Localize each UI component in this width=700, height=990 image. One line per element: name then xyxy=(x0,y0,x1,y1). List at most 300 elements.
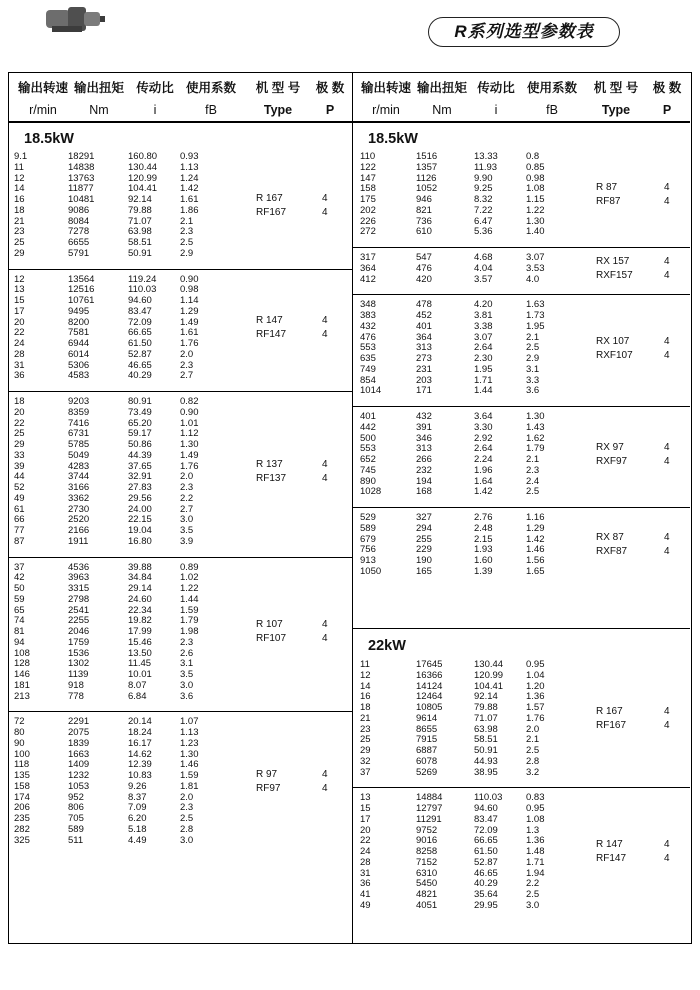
sf-cell: 3.5 xyxy=(180,525,194,536)
ratio-cell: 9.25 xyxy=(474,183,493,195)
table-row xyxy=(0,487,700,498)
torque-cell: 9086 xyxy=(68,204,90,216)
torque-cell: 1302 xyxy=(68,658,90,670)
torque-cell: 1052 xyxy=(416,183,438,195)
torque-cell: 273 xyxy=(416,353,432,364)
speed-cell: 50 xyxy=(14,583,25,594)
torque-cell: 266 xyxy=(416,454,432,465)
model-poles: 4 xyxy=(664,182,670,193)
torque-cell: 9203 xyxy=(68,396,90,407)
sf-header: 使用系数 xyxy=(185,81,236,95)
torque-cell: 2520 xyxy=(68,514,90,526)
torque-cell: 6655 xyxy=(68,237,90,248)
speed-header: 输出转速 xyxy=(360,81,411,95)
speed-cell: 12 xyxy=(360,669,371,681)
ratio-cell: 16.17 xyxy=(128,737,152,749)
sf-cell: 1.76 xyxy=(180,460,199,472)
speed-cell: 500 xyxy=(360,432,376,444)
torque-header: 输出扭矩 xyxy=(73,81,124,95)
torque-cell: 4821 xyxy=(416,889,438,900)
speed-cell: 756 xyxy=(360,544,376,556)
ratio-cell: 1.93 xyxy=(474,544,493,556)
ratio-cell: 24.60 xyxy=(128,593,152,605)
sf-cell: 1.46 xyxy=(526,544,545,556)
torque-cell: 165 xyxy=(416,565,432,577)
ratio-cell: 110.03 xyxy=(128,284,157,296)
model-poles: 4 xyxy=(322,619,328,631)
sf-cell: 1.30 xyxy=(180,439,199,450)
sf-cell: 1.95 xyxy=(526,320,545,332)
torque-cell: 1126 xyxy=(416,172,437,184)
torque-cell: 452 xyxy=(416,310,432,321)
torque-cell: 9614 xyxy=(416,712,438,724)
speed-cell: 442 xyxy=(360,421,376,433)
speed-cell: 31 xyxy=(360,867,371,879)
ratio-cell: 160.80 xyxy=(128,151,158,162)
sf-cell: 1.57 xyxy=(526,702,545,713)
sf-cell: 1.61 xyxy=(180,327,199,339)
speed-cell: 90 xyxy=(14,737,25,749)
model-line xyxy=(0,455,700,469)
table-row xyxy=(0,746,700,757)
speed-cell: 110 xyxy=(360,151,376,162)
sf-cell: 1.44 xyxy=(180,593,199,605)
ratio-unit: i xyxy=(494,103,498,117)
speed-cell: 635 xyxy=(360,353,376,364)
torque-cell: 1357 xyxy=(416,161,438,173)
torque-cell: 4283 xyxy=(68,460,90,472)
sf-cell: 0.83 xyxy=(526,792,545,804)
torque-cell: 16366 xyxy=(416,669,443,681)
table-row xyxy=(0,163,700,174)
torque-cell: 705 xyxy=(68,813,84,824)
ratio-cell: 46.65 xyxy=(128,359,152,371)
ratio-cell: 3.38 xyxy=(474,320,493,332)
sf-cell: 1.07 xyxy=(180,716,199,728)
speed-cell: 80 xyxy=(14,727,25,738)
ratio-cell: 6.47 xyxy=(474,215,493,227)
sf-cell: 1.15 xyxy=(526,194,545,205)
speed-unit: r/min xyxy=(29,103,57,117)
model-line xyxy=(0,195,700,209)
ratio-cell: 37.65 xyxy=(128,460,152,472)
speed-cell: 12 xyxy=(14,172,25,184)
poles-header: 极 数 xyxy=(315,81,345,95)
torque-cell: 8655 xyxy=(416,723,438,735)
sf-cell: 2.1 xyxy=(180,215,194,227)
torque-cell: 3315 xyxy=(68,583,90,594)
torque-cell: 1232 xyxy=(68,770,90,781)
speed-cell: 65 xyxy=(14,604,25,616)
sf-cell: 2.7 xyxy=(180,503,194,515)
speed-cell: 553 xyxy=(360,443,376,455)
ratio-cell: 2.64 xyxy=(474,342,493,354)
ratio-cell: 50.91 xyxy=(474,745,498,756)
sf-cell: 1.76 xyxy=(526,712,545,724)
sf-cell: 2.5 xyxy=(180,237,194,248)
header-rule-left xyxy=(8,121,352,123)
sf-cell: 3.6 xyxy=(526,385,540,397)
torque-cell: 231 xyxy=(416,363,432,375)
model-cell xyxy=(0,531,700,559)
sf-cell: 0.8 xyxy=(526,151,540,162)
sf-cell: 1.62 xyxy=(526,432,545,444)
sf-cell: 2.0 xyxy=(526,723,540,735)
torque-cell: 478 xyxy=(416,299,432,311)
table-row xyxy=(0,735,700,746)
ratio-cell: 63.98 xyxy=(474,723,498,735)
right-power-title-2: 22kW xyxy=(368,638,406,654)
sf-cell: 1.22 xyxy=(526,204,545,216)
ratio-cell: 7.09 xyxy=(128,802,147,814)
torque-cell: 13564 xyxy=(68,273,95,285)
ratio-cell: 11.93 xyxy=(474,161,498,173)
model-cell xyxy=(0,181,700,209)
ratio-cell: 2.15 xyxy=(474,533,493,545)
sf-cell: 2.0 xyxy=(180,791,194,803)
left-power-title: 18.5kW xyxy=(24,131,74,147)
torque-cell: 2291 xyxy=(68,716,90,728)
ratio-cell: 3.64 xyxy=(474,411,493,422)
ratio-cell: 80.91 xyxy=(128,396,152,407)
speed-cell: 22 xyxy=(360,835,371,847)
model-type: R 167 xyxy=(256,192,283,204)
speed-cell: 235 xyxy=(14,813,30,824)
table-row xyxy=(0,757,700,768)
torque-cell: 6731 xyxy=(68,428,90,440)
ratio-cell: 83.47 xyxy=(474,813,498,825)
table-row xyxy=(0,152,700,163)
torque-cell: 1409 xyxy=(68,759,90,771)
torque-cell: 313 xyxy=(416,342,432,354)
torque-cell: 1139 xyxy=(68,669,89,680)
torque-cell: 1911 xyxy=(68,535,89,547)
ratio-cell: 4.68 xyxy=(474,252,493,263)
torque-cell: 1839 xyxy=(68,737,90,749)
ratio-cell: 39.88 xyxy=(128,561,152,573)
ratio-cell: 38.95 xyxy=(474,766,498,778)
ratio-cell: 52.87 xyxy=(474,856,498,868)
type-unit: Type xyxy=(263,103,293,117)
ratio-cell: 29.95 xyxy=(474,899,498,911)
table-row xyxy=(0,300,700,311)
model-poles: 4 xyxy=(664,349,670,361)
speed-cell: 652 xyxy=(360,454,376,465)
sf-cell: 2.5 xyxy=(180,813,194,824)
table-row xyxy=(0,311,700,322)
table-row xyxy=(0,869,700,880)
right-power-title-1: 18.5kW xyxy=(368,131,418,147)
ratio-cell: 61.50 xyxy=(474,846,498,857)
ratio-cell: 11.45 xyxy=(128,658,152,670)
sf-cell: 1.22 xyxy=(180,583,199,594)
ratio-cell: 1.60 xyxy=(474,555,493,566)
ratio-cell: 66.65 xyxy=(474,835,498,847)
ratio-cell: 66.65 xyxy=(128,327,152,339)
speed-cell: 854 xyxy=(360,374,376,386)
sf-cell: 3.0 xyxy=(180,834,194,846)
torque-cell: 364 xyxy=(416,331,432,343)
sf-cell: 1.56 xyxy=(526,555,545,566)
ratio-cell: 1.39 xyxy=(474,565,493,577)
ratio-cell: 14.62 xyxy=(128,748,152,760)
ratio-cell: 71.07 xyxy=(128,215,152,227)
speed-cell: 59 xyxy=(14,593,25,605)
sf-cell: 2.5 xyxy=(526,745,540,756)
model-type: R 167 xyxy=(596,706,623,718)
torque-cell: 918 xyxy=(68,679,84,691)
sf-cell: 3.2 xyxy=(526,766,540,778)
sf-cell: 1.40 xyxy=(526,226,545,238)
sf-cell: 1.29 xyxy=(526,522,545,534)
speed-cell: 18 xyxy=(14,396,25,407)
ratio-cell: 61.50 xyxy=(128,338,152,349)
speed-cell: 81 xyxy=(14,626,25,637)
torque-cell: 9752 xyxy=(416,824,438,836)
sf-cell: 2.8 xyxy=(526,755,540,767)
sf-cell: 1.16 xyxy=(526,512,545,523)
model-cell xyxy=(0,615,700,646)
speed-cell: 9.1 xyxy=(14,151,28,162)
model-cell xyxy=(0,441,700,469)
ratio-cell: 19.82 xyxy=(128,615,152,627)
speed-cell: 41 xyxy=(360,889,371,900)
ratio-cell: 13.33 xyxy=(474,151,498,162)
ratio-cell: 44.93 xyxy=(474,755,498,767)
torque-cell: 778 xyxy=(68,690,84,702)
speed-cell: 202 xyxy=(360,204,376,216)
model-type: RXF97 xyxy=(596,456,628,467)
model-type: R 137 xyxy=(256,459,283,471)
sf-cell: 1.23 xyxy=(180,737,199,749)
torque-cell: 8359 xyxy=(68,406,90,418)
sf-cell: 0.95 xyxy=(526,803,545,814)
speed-cell: 589 xyxy=(360,522,376,534)
sf-cell: 1.20 xyxy=(526,680,545,692)
torque-cell: 5450 xyxy=(416,878,438,890)
torque-cell: 12797 xyxy=(416,803,443,814)
table-row xyxy=(0,606,700,617)
speed-cell: 432 xyxy=(360,320,376,332)
torque-cell: 6078 xyxy=(416,755,438,767)
model-cell xyxy=(0,834,700,866)
sf-cell: 0.95 xyxy=(526,659,545,670)
ratio-cell: 46.65 xyxy=(474,867,498,879)
sf-cell: 2.5 xyxy=(526,342,540,354)
model-type: R 87 xyxy=(596,182,618,193)
ratio-cell: 50.86 xyxy=(128,439,152,450)
torque-cell: 194 xyxy=(416,475,432,487)
speed-cell: 24 xyxy=(360,846,371,857)
ratio-cell: 10.83 xyxy=(128,770,152,781)
sf-cell: 2.4 xyxy=(526,475,540,487)
torque-cell: 946 xyxy=(416,194,432,205)
speed-unit: r/min xyxy=(372,103,400,117)
sf-cell: 1.30 xyxy=(526,215,545,227)
speed-cell: 412 xyxy=(360,273,376,285)
sf-cell: 1.48 xyxy=(526,846,545,857)
speed-cell: 401 xyxy=(360,411,376,422)
table-row xyxy=(0,768,700,779)
ratio-cell: 83.47 xyxy=(128,305,152,317)
torque-cell: 7915 xyxy=(416,734,438,746)
sf-cell: 3.07 xyxy=(526,252,545,263)
type-header: 机 型 号 xyxy=(255,81,301,95)
torque-cell: 5269 xyxy=(416,766,438,778)
model-type: R 147 xyxy=(596,839,623,851)
right-header xyxy=(353,78,690,120)
sf-cell: 0.85 xyxy=(526,161,545,173)
table-row xyxy=(0,477,700,488)
ratio-unit: i xyxy=(153,103,157,117)
torque-cell: 4536 xyxy=(68,561,90,573)
group-divider xyxy=(353,507,690,508)
ratio-cell: 16.80 xyxy=(128,535,152,547)
section-divider xyxy=(353,628,690,629)
ratio-cell: 94.60 xyxy=(128,295,152,306)
speed-cell: 17 xyxy=(360,813,371,825)
model-line xyxy=(0,834,700,852)
torque-cell: 346 xyxy=(416,432,432,444)
ratio-cell: 119.24 xyxy=(128,273,157,285)
sf-cell: 3.9 xyxy=(180,535,194,547)
sf-cell: 1.12 xyxy=(180,428,199,440)
sf-cell: 2.3 xyxy=(180,226,194,238)
speed-cell: 21 xyxy=(14,215,25,227)
ratio-cell: 3.30 xyxy=(474,421,493,433)
speed-cell: 146 xyxy=(14,669,30,680)
speed-cell: 158 xyxy=(14,780,30,792)
table-row xyxy=(0,679,700,693)
speed-cell: 29 xyxy=(14,439,25,450)
torque-cell: 8200 xyxy=(68,316,90,328)
ratio-cell: 13.50 xyxy=(128,647,152,659)
speed-cell: 272 xyxy=(360,226,376,238)
speed-cell: 108 xyxy=(14,647,30,659)
model-poles: 4 xyxy=(664,853,670,865)
torque-cell: 1759 xyxy=(68,636,90,648)
speed-cell: 317 xyxy=(360,252,376,263)
table-row xyxy=(0,692,700,703)
torque-cell: 7416 xyxy=(68,417,90,429)
speed-cell: 74 xyxy=(14,615,25,627)
speed-cell: 476 xyxy=(360,331,376,343)
speed-cell: 77 xyxy=(14,525,25,536)
torque-cell: 11877 xyxy=(68,183,94,195)
table-row xyxy=(0,823,700,837)
sf-cell: 1.59 xyxy=(180,770,199,781)
ratio-cell: 3.57 xyxy=(474,273,493,285)
torque-cell: 736 xyxy=(416,215,432,227)
ratio-cell: 6.20 xyxy=(128,813,147,824)
sf-cell: 0.89 xyxy=(180,561,199,573)
sf-cell: 2.3 xyxy=(180,636,194,648)
model-type: RX 87 xyxy=(596,532,624,544)
sf-cell: 0.93 xyxy=(180,151,199,162)
speed-cell: 20 xyxy=(14,406,25,418)
torque-cell: 3963 xyxy=(68,572,90,584)
sf-cell: 0.98 xyxy=(526,172,545,184)
sf-cell: 1.79 xyxy=(526,443,545,455)
ratio-cell: 1.96 xyxy=(474,464,493,476)
speed-cell: 17 xyxy=(14,305,25,317)
torque-cell: 17645 xyxy=(416,659,443,670)
sf-cell: 1.65 xyxy=(526,565,545,577)
ratio-cell: 58.51 xyxy=(128,237,152,248)
ratio-cell: 130.44 xyxy=(474,659,504,670)
ratio-cell: 40.29 xyxy=(474,878,498,890)
sf-cell: 3.0 xyxy=(526,899,540,911)
sf-cell: 3.0 xyxy=(180,514,194,526)
sf-cell: 1.3 xyxy=(526,824,540,836)
torque-cell: 5791 xyxy=(68,247,90,259)
ratio-cell: 59.17 xyxy=(128,428,152,440)
model-poles: 4 xyxy=(322,192,328,204)
ratio-header: 传动比 xyxy=(136,81,174,95)
ratio-cell: 92.14 xyxy=(474,691,498,703)
sf-unit: fB xyxy=(546,103,558,117)
torque-unit: Nm xyxy=(89,103,109,117)
torque-cell: 610 xyxy=(416,226,432,238)
ratio-cell: 5.36 xyxy=(474,226,493,238)
torque-cell: 294 xyxy=(416,522,432,534)
table-row xyxy=(0,815,700,826)
sf-cell: 3.53 xyxy=(526,262,545,274)
ratio-cell: 5.18 xyxy=(128,823,147,835)
ratio-cell: 2.92 xyxy=(474,432,493,444)
ratio-cell: 94.60 xyxy=(474,803,498,814)
speed-cell: 679 xyxy=(360,533,376,545)
sf-cell: 2.5 xyxy=(526,486,540,498)
speed-cell: 31 xyxy=(14,359,25,371)
sf-cell: 3.6 xyxy=(180,690,194,702)
type-unit: Type xyxy=(601,103,631,117)
speed-cell: 49 xyxy=(360,899,371,911)
model-poles: 4 xyxy=(322,768,328,780)
speed-cell: 14 xyxy=(360,680,371,692)
sf-cell: 2.6 xyxy=(180,647,194,659)
ratio-cell: 34.84 xyxy=(128,572,152,584)
speed-cell: 12 xyxy=(14,273,25,285)
speed-cell: 100 xyxy=(14,748,30,760)
model-poles: 4 xyxy=(322,633,328,645)
sf-cell: 1.98 xyxy=(180,626,199,637)
header-rule-right xyxy=(353,121,690,123)
ratio-cell: 7.22 xyxy=(474,204,493,216)
ratio-cell: 4.49 xyxy=(128,834,147,846)
sf-cell: 1.71 xyxy=(526,856,545,868)
table-row xyxy=(0,584,700,595)
speed-cell: 16 xyxy=(360,691,371,703)
model-line xyxy=(0,181,700,195)
torque-cell: 7581 xyxy=(68,327,90,339)
table-row xyxy=(0,376,700,387)
speed-cell: 36 xyxy=(360,878,371,890)
sf-cell: 3.0 xyxy=(180,679,194,691)
sf-unit: fB xyxy=(205,103,217,117)
sf-cell: 1.42 xyxy=(526,533,545,545)
model-line xyxy=(0,545,700,559)
torque-cell: 11291 xyxy=(416,813,442,825)
sf-cell: 2.8 xyxy=(180,823,194,835)
torque-cell: 4583 xyxy=(68,370,90,382)
speed-cell: 181 xyxy=(14,679,30,691)
left-header xyxy=(8,78,352,120)
torque-cell: 7278 xyxy=(68,226,90,238)
model-poles: 4 xyxy=(664,720,670,732)
torque-cell: 14884 xyxy=(416,792,443,804)
speed-cell: 72 xyxy=(14,716,25,728)
